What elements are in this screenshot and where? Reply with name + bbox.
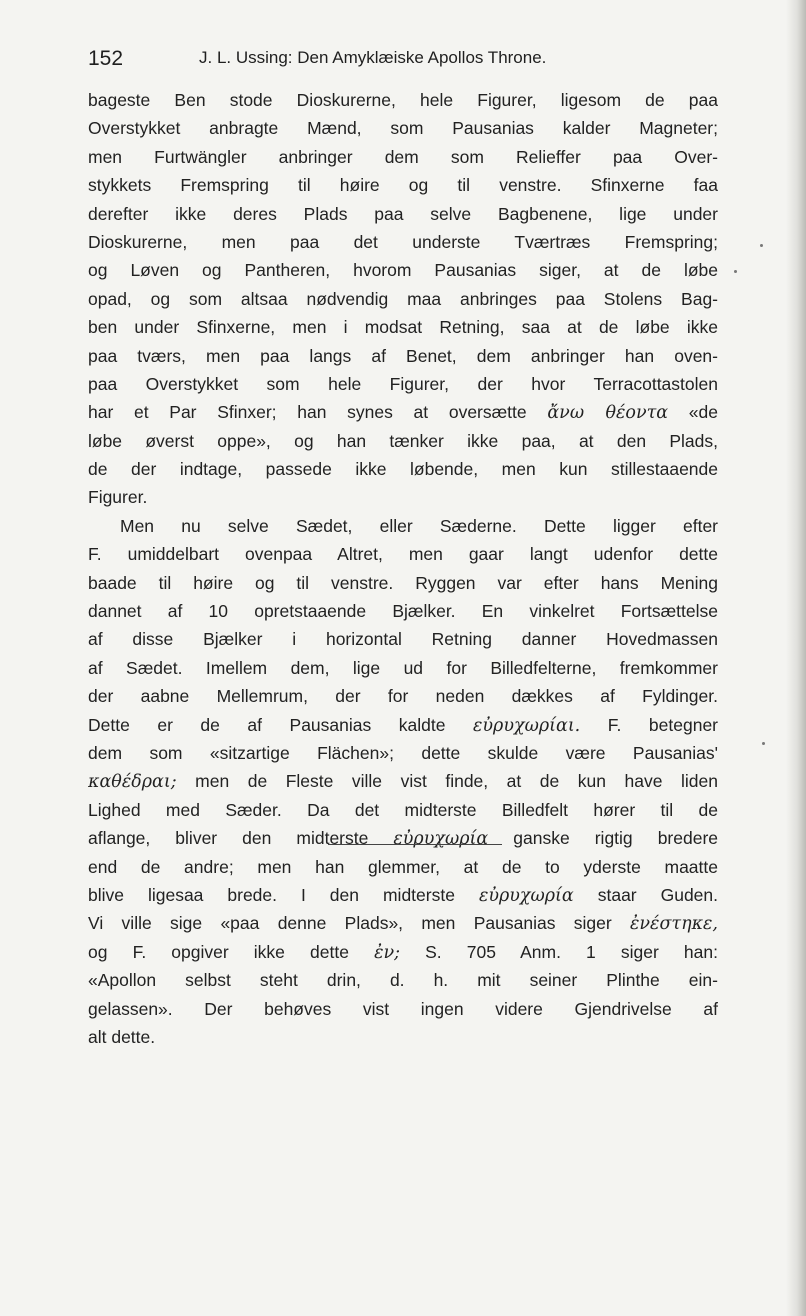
greek-phrase: εὐρυχωρία bbox=[393, 829, 489, 850]
greek-phrase: ἐνέστηκε, bbox=[630, 914, 718, 935]
text-line bbox=[88, 909, 718, 937]
text-line: end de andre; men han glemmer, at de to yderste maatte bbox=[88, 856, 718, 877]
text-segment: staar Guden. bbox=[597, 884, 718, 905]
text-segment: aflange, bliver den midterste bbox=[88, 828, 369, 849]
greek-phrase: ἄνω θέοντα bbox=[547, 403, 669, 424]
print-speck bbox=[762, 742, 765, 745]
page-header bbox=[88, 47, 728, 77]
body-text bbox=[88, 86, 718, 1051]
text-segment: F. betegner bbox=[607, 714, 718, 735]
text-line: F. umiddelbart ovenpaa Altret, men gaar langt udenfor dette bbox=[88, 544, 718, 565]
text-line bbox=[88, 711, 718, 739]
end-rule bbox=[328, 844, 502, 845]
greek-phrase: καθέδραι; bbox=[88, 772, 177, 793]
text-segment: «de bbox=[688, 402, 718, 423]
greek-phrase: ἐν; bbox=[374, 942, 400, 963]
text-line: ben under Sfinxerne, men i modsat Retning, saa at de løbe ikke bbox=[88, 317, 718, 338]
text-segment: S. 705 Anm. 1 siger han: bbox=[425, 941, 718, 962]
text-line: baade til høire og til venstre. Ryggen var efter hans Mening bbox=[88, 572, 718, 593]
text-line bbox=[88, 881, 718, 909]
text-segment: Vi ville sige «paa denne Plads», men Pausanias siger bbox=[88, 913, 612, 934]
text-line: der aabne Mellemrum, der for neden dækkes af Fyldinger. bbox=[88, 686, 718, 707]
text-line: bageste Ben stode Dioskurerne, hele Figurer, ligesom de paa bbox=[88, 90, 718, 110]
text-line: dannet af 10 opretstaaende Bjælker. En vinkelret Fortsættelse bbox=[88, 601, 718, 622]
text-line: paa tværs, men paa langs af Benet, dem anbringer han oven- bbox=[88, 345, 718, 366]
text-line bbox=[88, 398, 718, 426]
greek-phrase: εὐρυχωρία bbox=[478, 885, 574, 906]
text-line: Figurer. bbox=[88, 487, 148, 508]
text-line: Overstykket anbragte Mænd, som Pausanias kalder Magneter; bbox=[88, 118, 718, 139]
text-line: Men nu selve Sædet, eller Sæderne. Dette ligger efter bbox=[120, 515, 718, 536]
text-line bbox=[88, 938, 718, 966]
text-line: af disse Bjælker i horizontal Retning danner Hovedmassen bbox=[88, 629, 718, 650]
text-line: af Sædet. Imellem dem, lige ud for Billedfelterne, fremkommer bbox=[88, 657, 718, 678]
text-line: og Løven og Pantheren, hvorom Pausanias siger, at de løbe bbox=[88, 260, 718, 281]
text-segment: ganske rigtig bredere bbox=[513, 828, 718, 849]
page-edge-shadow bbox=[786, 0, 806, 1316]
text-segment: men de Fleste ville vist finde, at de kun have liden bbox=[195, 771, 718, 792]
running-title: J. L. Ussing: Den Amyklæiske Apollos Throne. bbox=[199, 48, 547, 67]
text-line: paa Overstykket som hele Figurer, der hvor Terracottastolen bbox=[88, 373, 718, 394]
text-line: stykkets Fremspring til høire og til venstre. Sfinxerne faa bbox=[88, 175, 718, 196]
text-line: alt dette. bbox=[88, 1026, 156, 1047]
text-line: dem som «sitzartige Flächen»; dette skulde være Pausanias' bbox=[88, 742, 718, 763]
text-segment: blive ligesaa brede. I den midterste bbox=[88, 884, 455, 905]
text-line: Lighed med Sæder. Da det midterste Billedfelt hører til de bbox=[88, 799, 718, 820]
text-segment: og F. opgiver ikke dette bbox=[88, 941, 349, 962]
text-line: men Furtwängler anbringer dem som Relieffer paa Over- bbox=[88, 146, 718, 167]
text-line: gelassen». Der behøves vist ingen videre Gjendrivelse af bbox=[88, 998, 718, 1019]
greek-phrase: εὐρυχωρίαι. bbox=[473, 715, 581, 736]
text-line: Dioskurerne, men paa det underste Tværtræs Fremspring; bbox=[88, 231, 718, 252]
text-line: derefter ikke deres Plads paa selve Bagbenene, lige under bbox=[88, 203, 718, 224]
text-segment: har et Par Sfinxer; han synes at oversætte bbox=[88, 402, 527, 423]
text-line bbox=[88, 824, 718, 852]
text-line bbox=[88, 767, 718, 795]
print-speck bbox=[760, 244, 763, 247]
paragraph-2 bbox=[88, 512, 718, 1051]
text-line: løbe øverst oppe», og han tænker ikke paa, at den Plads, bbox=[88, 430, 718, 451]
text-line: opad, og som altsaa nødvendig maa anbringes paa Stolens Bag- bbox=[88, 288, 718, 309]
text-line: «Apollon selbst steht drin, d. h. mit seiner Plinthe ein- bbox=[88, 970, 718, 991]
paragraph-1 bbox=[88, 86, 718, 512]
text-segment: Dette er de af Pausanias kaldte bbox=[88, 714, 446, 735]
text-line: de der indtage, passede ikke løbende, men kun stillestaaende bbox=[88, 459, 718, 480]
page-number: 152 bbox=[88, 47, 124, 70]
print-speck bbox=[734, 270, 737, 273]
